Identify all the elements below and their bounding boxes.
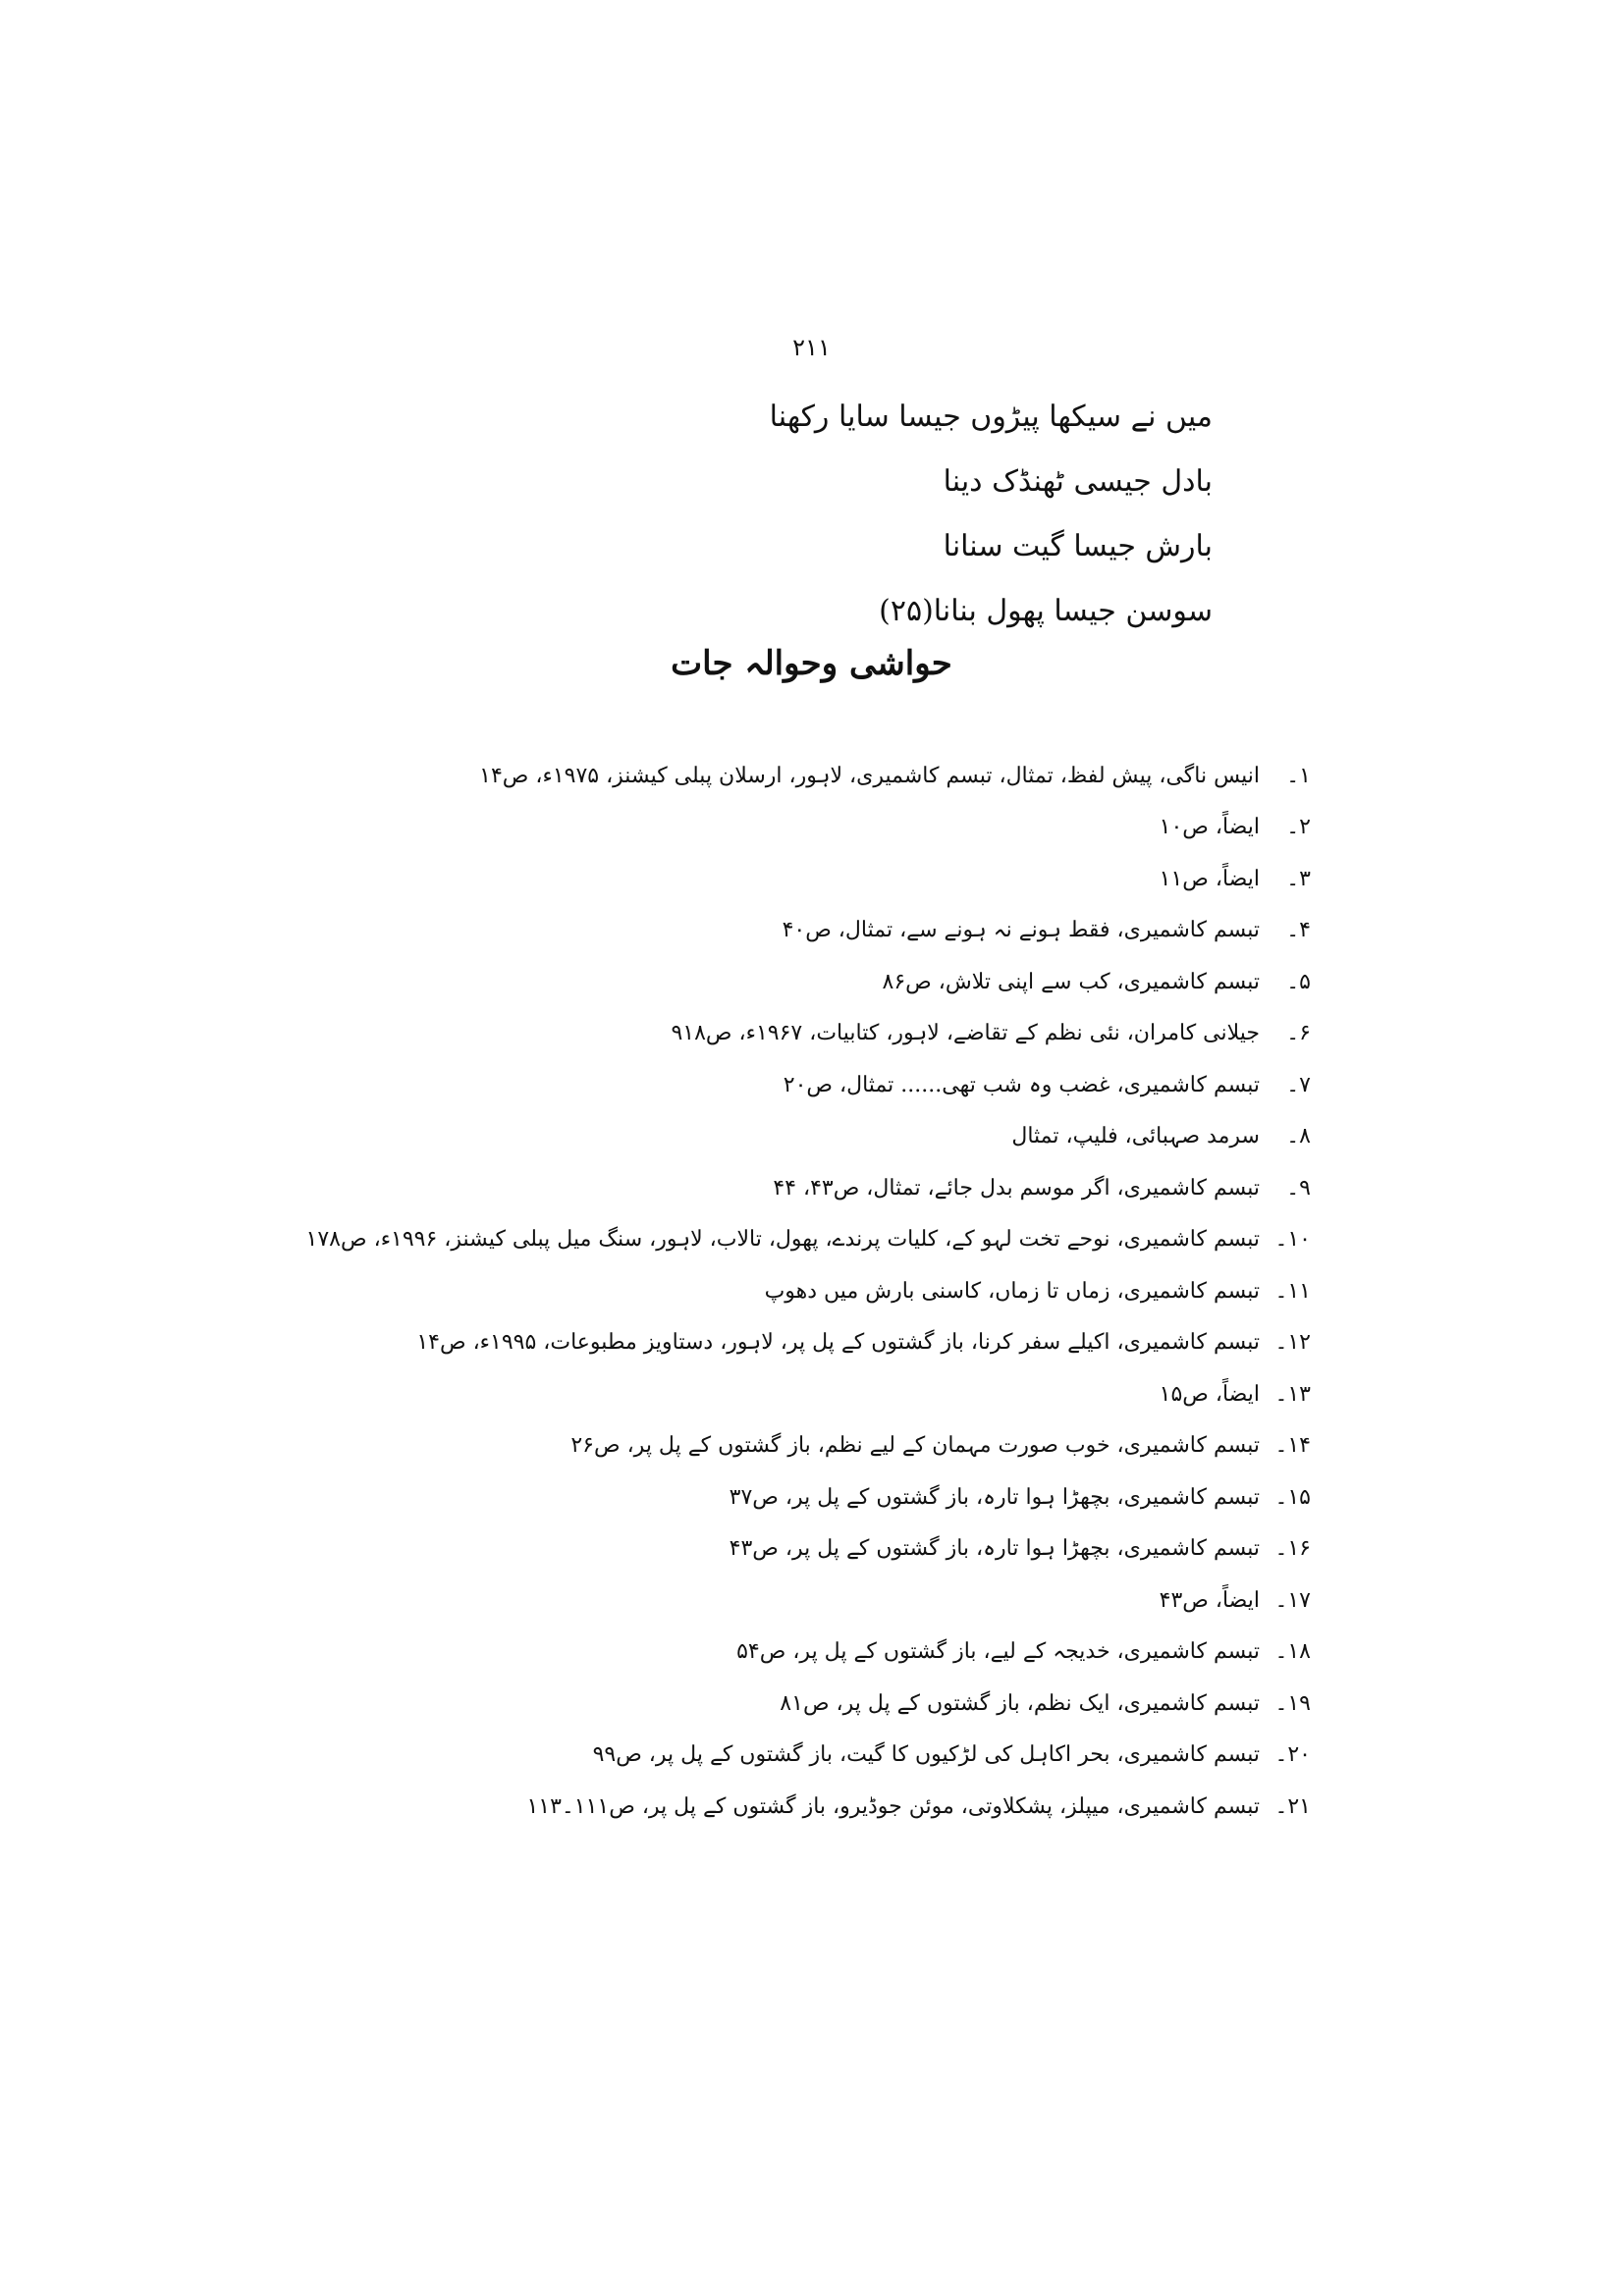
- reference-number: ۴۔: [1286, 918, 1311, 943]
- reference-text: تبسم کاشمیری، میپلز، پشکلاوتی، موئن جوڈیرو، باز گشتوں کے پل پر، ص۱۱۱۔۱۱۳: [526, 1793, 1260, 1819]
- reference-text: تبسم کاشمیری، کب سے اپنی تلاش، ص۸۶: [882, 969, 1260, 994]
- reference-item: [182, 1111, 1311, 1163]
- section-heading: حواشی وحوالہ جات: [671, 644, 952, 683]
- reference-item: [182, 1730, 1311, 1782]
- reference-number: ۲۱۔: [1274, 1793, 1311, 1819]
- reference-text: تبسم کاشمیری، ایک نظم، باز گشتوں کے پل پر، ص۸۱: [780, 1690, 1260, 1716]
- reference-text: تبسم کاشمیری، بچھڑا ہوا تارہ، باز گشتوں کے پل پر، ص۴۳: [729, 1536, 1260, 1562]
- reference-text: تبسم کاشمیری، غضب وہ شب تھی...... تمثال، ص۲۰: [783, 1072, 1260, 1097]
- reference-text: ایضاً، ص۱۰: [1159, 815, 1260, 840]
- reference-item: [182, 1420, 1311, 1472]
- reference-text: تبسم کاشمیری، بچھڑا ہوا تارہ، باز گشتوں کے پل پر، ص۳۷: [729, 1484, 1260, 1510]
- reference-text: تبسم کاشمیری، خدیجہ کے لیے، باز گشتوں کے پل پر، ص۵۴: [736, 1639, 1260, 1665]
- reference-number: ۵۔: [1286, 969, 1311, 994]
- reference-text: انیس ناگی، پیش لفظ، تمثال، تبسم کاشمیری، لاہور، ارسلان پبلی کیشنز، ۱۹۷۵ء، ص۱۴: [479, 763, 1260, 788]
- poem-line: بادل جیسی ٹھنڈک دینا: [943, 464, 1213, 499]
- reference-number: ۱۳۔: [1274, 1381, 1311, 1407]
- reference-number: ۲۰۔: [1274, 1742, 1311, 1768]
- reference-number: ۷۔: [1286, 1072, 1311, 1097]
- reference-text: ایضاً، ص۴۳: [1159, 1587, 1260, 1613]
- reference-item: [182, 802, 1311, 854]
- reference-text: تبسم کاشمیری، اکیلے سفر کرنا، باز گشتوں کے پل پر، لاہور، دستاویز مطبوعات، ۱۹۹۵ء، ص۱۴: [416, 1330, 1260, 1356]
- reference-number: ۶۔: [1286, 1021, 1311, 1046]
- reference-text: تبسم کاشمیری، فقط ہونے نہ ہونے سے، تمثال، ص۴۰: [782, 918, 1260, 943]
- references-list: [182, 750, 1311, 1833]
- page-number: ۲۱۱: [792, 334, 831, 361]
- reference-number: ۱۲۔: [1274, 1330, 1311, 1356]
- reference-number: ۱۶۔: [1274, 1536, 1311, 1562]
- reference-text: ایضاً، ص۱۵: [1159, 1381, 1260, 1407]
- reference-number: ۹۔: [1286, 1175, 1311, 1201]
- reference-number: ۱۱۔: [1274, 1278, 1311, 1304]
- reference-item: [182, 1368, 1311, 1420]
- reference-number: ۲۔: [1286, 815, 1311, 840]
- reference-number: ۱۴۔: [1274, 1433, 1311, 1459]
- reference-text: تبسم کاشمیری، اگر موسم بدل جائے، تمثال، ص۴۳، ۴۴: [773, 1175, 1260, 1201]
- reference-item: [182, 1008, 1311, 1060]
- reference-item: [182, 1162, 1311, 1214]
- reference-text: تبسم کاشمیری، بحر اکاہل کی لڑکیوں کا گیت، باز گشتوں کے پل پر، ص۹۹: [592, 1742, 1260, 1768]
- reference-item: [182, 1059, 1311, 1111]
- reference-number: ۱۰۔: [1274, 1227, 1311, 1253]
- reference-text: تبسم کاشمیری، زماں تا زماں، کاسنی بارش میں دھوپ: [764, 1278, 1260, 1304]
- reference-item: [182, 1265, 1311, 1317]
- reference-text: تبسم کاشمیری، خوب صورت مہمان کے لیے نظم، باز گشتوں کے پل پر، ص۲۶: [570, 1433, 1260, 1459]
- reference-item: [182, 1678, 1311, 1730]
- reference-item: [182, 1575, 1311, 1627]
- poem-line: بارش جیسا گیت سنانا: [943, 529, 1213, 563]
- reference-item: [182, 1523, 1311, 1575]
- reference-number: ۱۸۔: [1274, 1639, 1311, 1665]
- reference-item: [182, 1627, 1311, 1679]
- poem-line: میں نے سیکھا پیڑوں جیسا سایا رکھنا: [769, 400, 1213, 434]
- reference-number: ۳۔: [1286, 866, 1311, 891]
- reference-item: [182, 905, 1311, 957]
- reference-item: [182, 1471, 1311, 1523]
- reference-item: [182, 1781, 1311, 1833]
- reference-item: [182, 853, 1311, 905]
- reference-number: ۱۷۔: [1274, 1587, 1311, 1613]
- reference-item: [182, 956, 1311, 1008]
- reference-item: [182, 1214, 1311, 1266]
- reference-number: ۸۔: [1286, 1124, 1311, 1149]
- reference-item: [182, 750, 1311, 802]
- poem-line: سوسن جیسا پھول بنانا(۲۵): [879, 594, 1213, 628]
- reference-number: ۱۵۔: [1274, 1484, 1311, 1510]
- reference-number: ۱۔: [1286, 763, 1311, 788]
- reference-text: جیلانی کامران، نئی نظم کے تقاضے، لاہور، کتابیات، ۱۹۶۷ء، ص۹۱۸: [671, 1021, 1260, 1046]
- reference-number: ۱۹۔: [1274, 1690, 1311, 1716]
- reference-text: سرمد صہبائی، فلیپ، تمثال: [1011, 1124, 1260, 1149]
- poem-stanza: [525, 385, 1213, 644]
- reference-text: ایضاً، ص۱۱: [1159, 866, 1260, 891]
- reference-item: [182, 1317, 1311, 1369]
- reference-text: تبسم کاشمیری، نوحے تخت لہو کے، کلیات پرندے، پھول، تالاب، لاہور، سنگ میل پبلی کیشنز، ۱۹۹۶ء، ص۱۷۸: [305, 1227, 1260, 1253]
